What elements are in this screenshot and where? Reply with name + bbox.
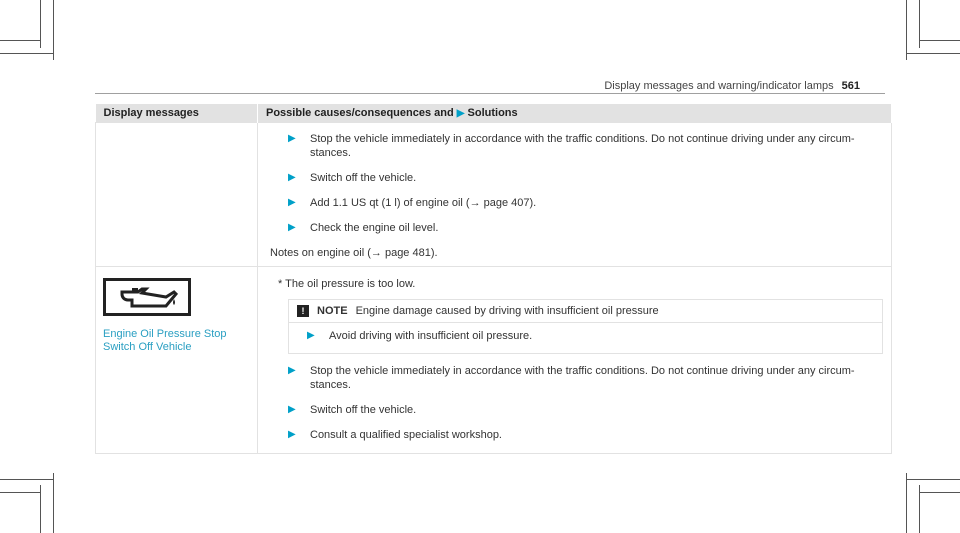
page-number: 561 bbox=[841, 80, 860, 92]
step-text: Avoid driving with insufficient oil pressure. bbox=[329, 330, 533, 342]
crop-mark bbox=[906, 473, 907, 533]
solution-step bbox=[288, 428, 883, 442]
step-text: Add 1.1 US qt (1 l) of engine oil (→ page 407). bbox=[310, 197, 537, 209]
exclamation-icon: ! bbox=[297, 305, 309, 317]
engine-oil-note-link[interactable]: Notes on engine oil (→ page 481). bbox=[270, 247, 438, 259]
crop-mark bbox=[906, 0, 907, 60]
col-header-causes-solutions bbox=[258, 104, 892, 123]
table-header-row bbox=[96, 104, 892, 123]
solution-step bbox=[288, 196, 883, 210]
arrow-right-icon: ▶ bbox=[456, 108, 465, 119]
solutions-cell bbox=[258, 123, 892, 267]
crop-mark bbox=[40, 485, 41, 533]
arrow-right-icon: ▶ bbox=[288, 429, 296, 440]
display-message bbox=[103, 328, 256, 354]
crop-mark bbox=[0, 492, 40, 493]
arrow-right-icon: ▶ bbox=[288, 133, 296, 144]
table-row bbox=[96, 267, 892, 454]
cause-text: * The oil pressure is too low. bbox=[278, 278, 416, 290]
note-header bbox=[289, 300, 882, 323]
step-text: Switch off the vehicle. bbox=[310, 404, 417, 416]
crop-mark bbox=[40, 0, 41, 48]
step-text: Stop the vehicle immediately in accordance with the traffic conditions. Do not continue driving under any circum-stances. bbox=[310, 365, 855, 391]
crop-mark bbox=[0, 53, 53, 54]
running-header bbox=[604, 80, 860, 92]
solution-step bbox=[288, 221, 883, 235]
message-line-1: Engine Oil Pressure Stop bbox=[103, 328, 227, 340]
oil-pressure-lamp bbox=[103, 278, 191, 316]
solution-step bbox=[288, 403, 883, 417]
solutions-cell bbox=[258, 267, 892, 454]
display-messages-table bbox=[95, 104, 892, 454]
solution-step bbox=[288, 132, 883, 160]
message-cell-empty bbox=[96, 123, 258, 267]
crop-mark bbox=[53, 473, 54, 533]
arrow-right-icon: ▶ bbox=[307, 330, 315, 341]
step-text: Switch off the vehicle. bbox=[310, 172, 417, 184]
solution-step bbox=[307, 329, 874, 343]
arrow-right-icon: ▶ bbox=[288, 172, 296, 183]
arrow-right-icon: ▶ bbox=[288, 365, 296, 376]
crop-mark bbox=[0, 40, 40, 41]
crop-mark bbox=[906, 479, 960, 480]
note-box bbox=[288, 299, 883, 354]
arrow-right-icon: ▶ bbox=[288, 197, 296, 208]
solution-step bbox=[288, 364, 883, 392]
step-text: Consult a qualified specialist workshop. bbox=[310, 429, 502, 441]
header-title: Display messages and warning/indicator lamps bbox=[604, 80, 834, 92]
crop-mark bbox=[919, 492, 960, 493]
header-rule bbox=[95, 93, 885, 94]
table-row bbox=[96, 123, 892, 267]
step-text: Stop the vehicle immediately in accordance with the traffic conditions. Do not continue driving under any circum-stances. bbox=[310, 133, 855, 159]
crop-mark bbox=[53, 0, 54, 60]
oil-can-icon bbox=[114, 285, 180, 309]
note-title: Engine damage caused by driving with insufficient oil pressure bbox=[355, 305, 659, 317]
step-text: Check the engine oil level. bbox=[310, 222, 439, 234]
message-line-2: Switch Off Vehicle bbox=[103, 341, 192, 353]
arrow-right-icon: ▶ bbox=[288, 404, 296, 415]
message-cell bbox=[96, 267, 258, 454]
col-header-solutions: Solutions bbox=[467, 107, 518, 119]
col-header-display-messages: Display messages bbox=[96, 104, 258, 123]
solution-step bbox=[288, 171, 883, 185]
note-label: NOTE bbox=[317, 305, 348, 317]
arrow-right-icon: ▶ bbox=[288, 222, 296, 233]
col-header-causes: Possible causes/consequences and bbox=[266, 107, 454, 119]
note-body bbox=[289, 323, 882, 353]
crop-mark bbox=[906, 53, 960, 54]
crop-mark bbox=[0, 479, 53, 480]
crop-mark bbox=[919, 40, 960, 41]
